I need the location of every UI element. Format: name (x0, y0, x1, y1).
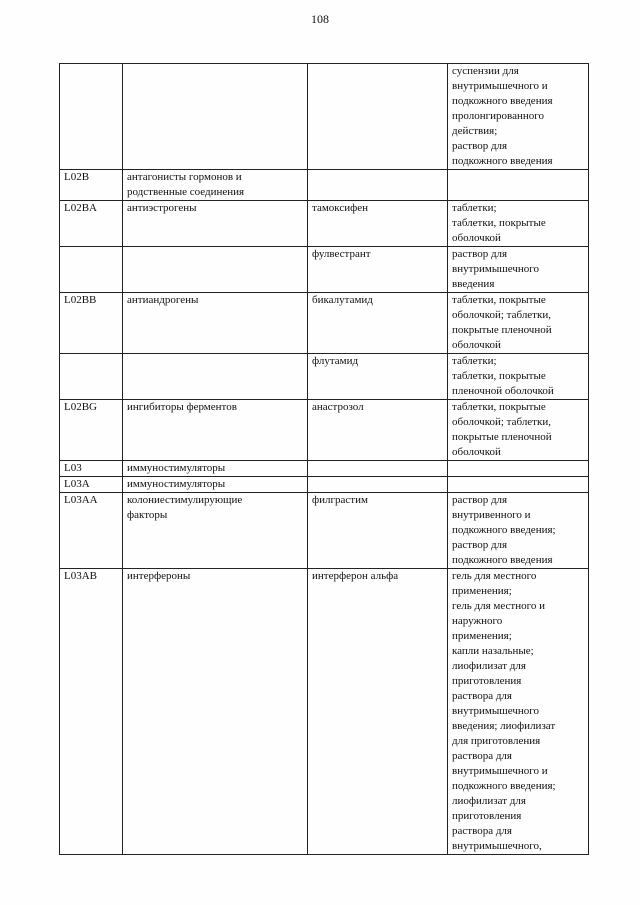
dosage-form-cell (448, 170, 589, 201)
atc-code-cell: L03AA (60, 493, 123, 569)
substance-cell (308, 461, 448, 477)
table-row (60, 400, 589, 461)
table-row (60, 247, 589, 293)
dosage-form-cell: раствор для внутримышечного введения (448, 247, 589, 293)
group-name-cell: антагонисты гормонов и родственные соединения (123, 170, 308, 201)
table-row (60, 170, 589, 201)
dosage-form-cell: таблетки; таблетки, покрытые оболочкой (448, 201, 589, 247)
table-row (60, 569, 589, 855)
substance-cell: филграстим (308, 493, 448, 569)
group-name-cell: антиэстрогены (123, 201, 308, 247)
dosage-form-cell: раствор для внутривенного и подкожного введения; раствор для подкожного введения (448, 493, 589, 569)
group-name-cell: колониестимулирующие факторы (123, 493, 308, 569)
atc-code-cell (60, 354, 123, 400)
table-row (60, 64, 589, 170)
atc-code-cell (60, 247, 123, 293)
substance-cell (308, 170, 448, 201)
substance-cell: интерферон альфа (308, 569, 448, 855)
dosage-form-cell (448, 477, 589, 493)
substance-cell: анастрозол (308, 400, 448, 461)
atc-code-cell: L03AB (60, 569, 123, 855)
dosage-form-cell (448, 461, 589, 477)
group-name-cell: ингибиторы ферментов (123, 400, 308, 461)
group-name-cell: интерфероны (123, 569, 308, 855)
substance-cell: флутамид (308, 354, 448, 400)
page-number: 108 (311, 12, 329, 26)
group-name-cell (123, 354, 308, 400)
group-name-cell: иммуностимуляторы (123, 461, 308, 477)
dosage-form-cell: таблетки, покрытые оболочкой; таблетки, покрытые пленочной оболочкой (448, 400, 589, 461)
atc-code-cell: L02BB (60, 293, 123, 354)
table-row (60, 461, 589, 477)
substance-cell: бикалутамид (308, 293, 448, 354)
table-row (60, 354, 589, 400)
substance-cell: фулвестрант (308, 247, 448, 293)
dosage-form-cell: гель для местного применения; гель для местного и наружного применения; капли назальные; лиофилизат для приготовления раствора для внутримышечного введения; лиофилизат для приготовления раствора для внутримышечного и подкожного введения; лиофилизат для приготовления раствора для внутримышечного, (448, 569, 589, 855)
table-row (60, 293, 589, 354)
atc-code-cell: L02BA (60, 201, 123, 247)
table-row (60, 477, 589, 493)
dosage-form-cell: таблетки; таблетки, покрытые пленочной оболочкой (448, 354, 589, 400)
atc-code-cell: L02B (60, 170, 123, 201)
group-name-cell: иммуностимуляторы (123, 477, 308, 493)
atc-code-cell: L02BG (60, 400, 123, 461)
group-name-cell (123, 64, 308, 170)
dosage-form-cell: суспензии для внутримышечного и подкожного введения пролонгированного действия; раствор для подкожного введения (448, 64, 589, 170)
substance-cell: тамоксифен (308, 201, 448, 247)
drug-table (59, 63, 589, 855)
substance-cell (308, 64, 448, 170)
atc-code-cell: L03 (60, 461, 123, 477)
group-name-cell: антиандрогены (123, 293, 308, 354)
dosage-form-cell: таблетки, покрытые оболочкой; таблетки, покрытые пленочной оболочкой (448, 293, 589, 354)
group-name-cell (123, 247, 308, 293)
atc-code-cell (60, 64, 123, 170)
substance-cell (308, 477, 448, 493)
table-row (60, 493, 589, 569)
atc-code-cell: L03A (60, 477, 123, 493)
table-row (60, 201, 589, 247)
